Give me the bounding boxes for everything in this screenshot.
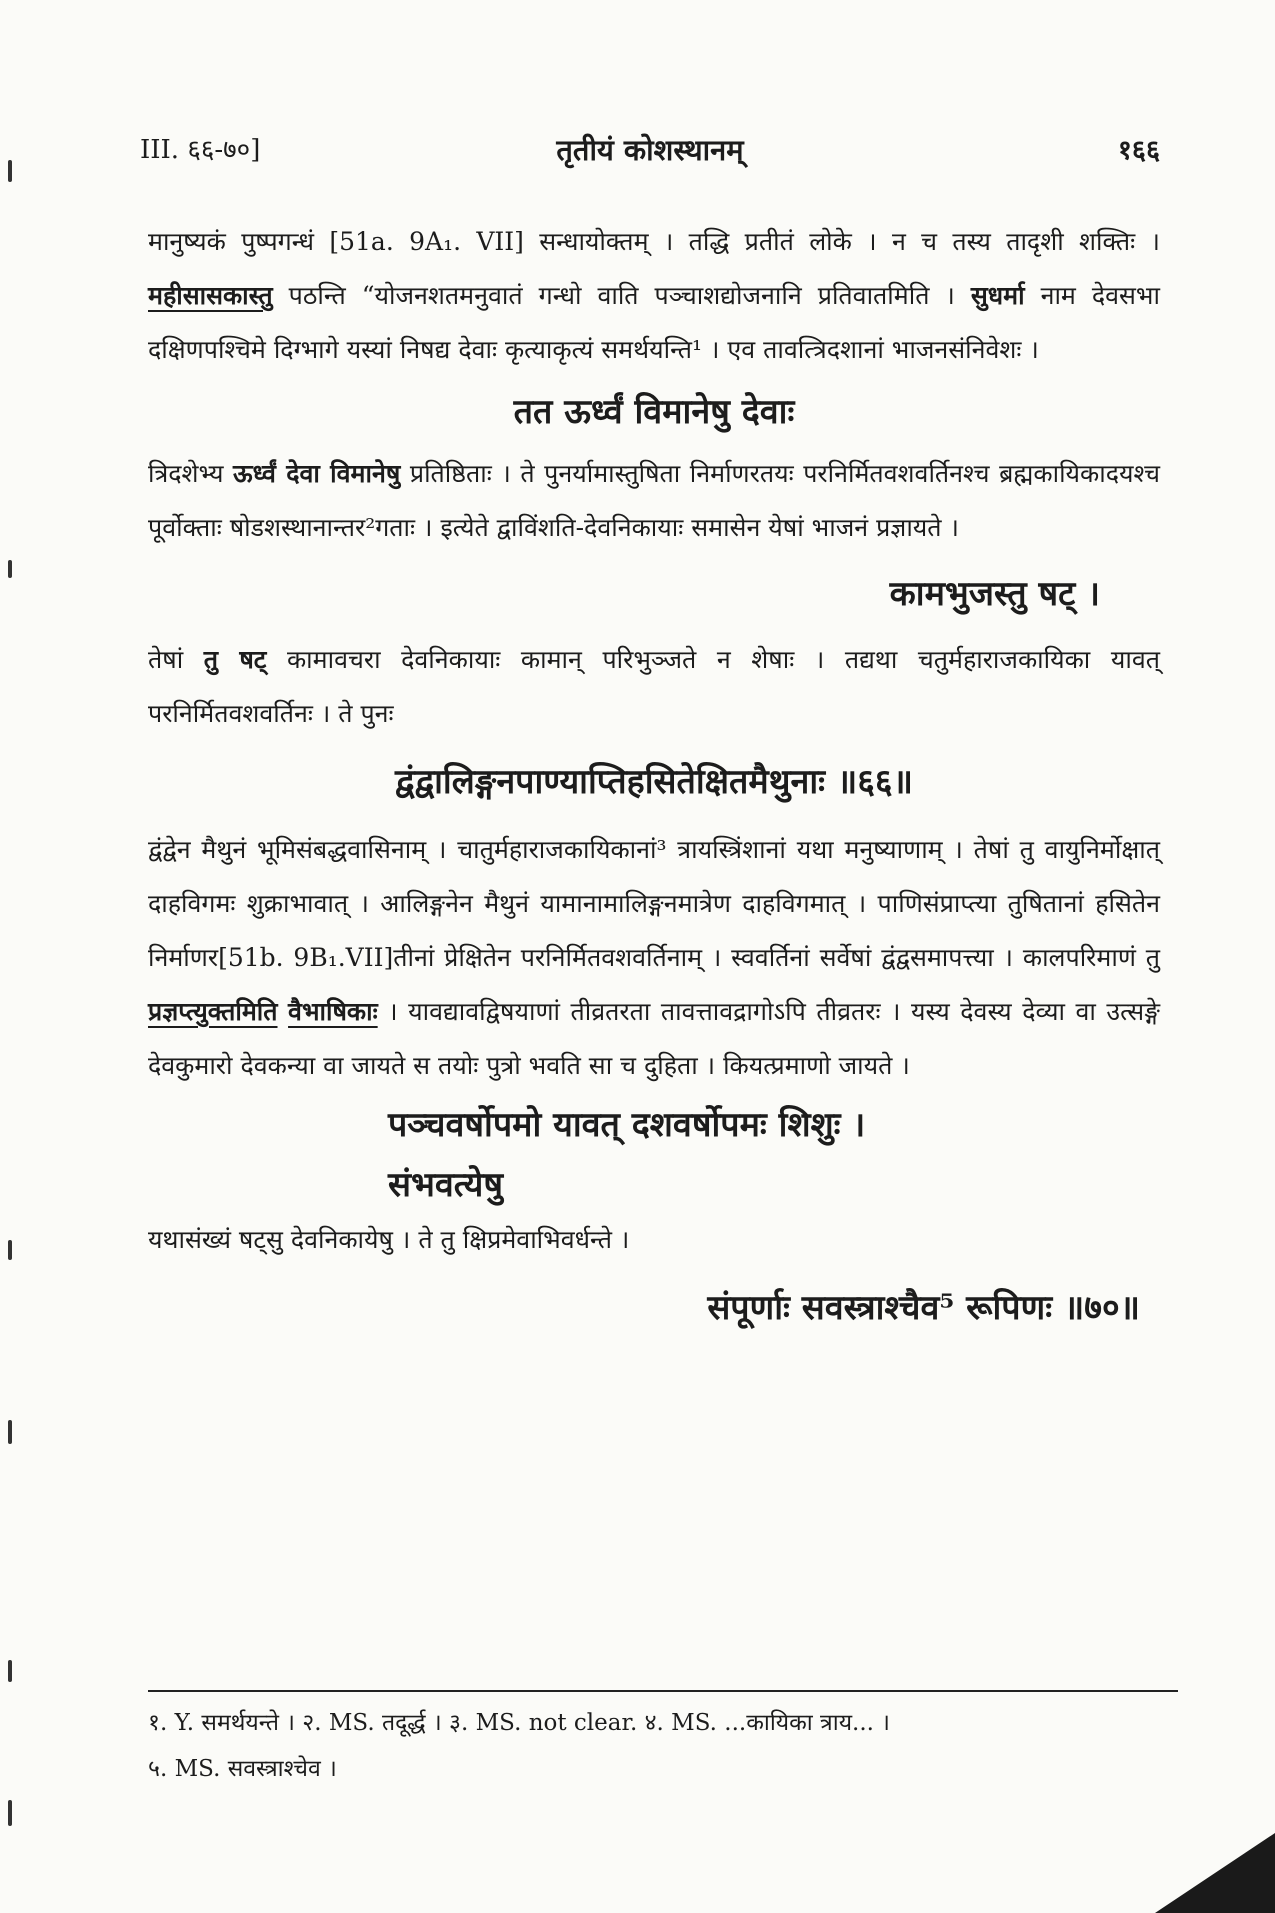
- main-text: [148, 215, 1160, 1349]
- emphasized-term: वैभाषिकाः: [288, 997, 378, 1026]
- scan-edge-mark: [8, 1800, 12, 1826]
- scan-edge-mark: [8, 1240, 12, 1260]
- verse-range: III. ६६-७०]: [140, 135, 261, 165]
- paragraph-3: तेषां तु षट् कामावचरा देवनिकायाः कामान् परिभुञ्जते न शेषाः । तद्यथा चतुर्महाराजकायिका यावत् परनिर्मितवशवर्तिनः । ते पुनः: [148, 645, 1160, 728]
- verse-heading: द्वंद्वालिङ्गनपाण्याप्तिहसितेक्षितमैथुनाः ॥६६॥: [395, 762, 913, 802]
- emphasized-term: महीसासकास्तु: [148, 281, 273, 310]
- verse-heading: संभवत्येषु: [388, 1165, 504, 1205]
- paragraph-1: मानुष्यकं पुष्पगन्धं [51a. 9A₁. VII] सन्धायोक्तम् । तद्धि प्रतीतं लोके । न च तस्य तादृशी शक्तिः । महीसासकास्तु पठन्ति “योजनशतमनुवातं गन्धो वाति पञ्चाशद्योजनानि प्रतिवातमिति । सुधर्मा नाम देवसभा दक्षिणपश्चिमे दिग्भागे यस्यां निषद्य देवाः कृत्याकृत्यं समर्थयन्ति¹ । एव तावत्त्रिदशानां भाजनसंनिवेशः ।: [148, 227, 1160, 364]
- verse-heading: संपूर्णाः सवस्त्राश्चैव⁵ रूपिणः ॥७०॥: [707, 1288, 1140, 1328]
- emphasized-term: प्रज्ञप्त्युक्तमिति: [148, 997, 278, 1026]
- emphasized-term: तु षट्: [203, 645, 267, 674]
- scan-edge-mark: [8, 1660, 12, 1682]
- footnote-line: ५. MS. सवस्त्राश्चेव ।: [148, 1756, 337, 1782]
- paragraph-5: यथासंख्यं षट्सु देवनिकायेषु । ते तु क्षिप्रमेवाभिवर्धन्ते ।: [148, 1225, 630, 1254]
- emphasized-term: सुधर्मा: [970, 281, 1025, 310]
- chapter-title: तृतीयं कोशस्थानम्: [556, 133, 744, 167]
- emphasized-term: ऊर्ध्वं देवा विमानेषु: [233, 459, 401, 488]
- verse-heading: पञ्चवर्षोपमो यावत् दशवर्षोपमः शिशुः ।: [388, 1105, 866, 1145]
- footnote-line: १. Y. समर्थयन्ते । २. MS. तदूर्द्ध । ३. MS. not clear. ४. MS. ...कायिका त्राय... ।: [148, 1710, 891, 1736]
- footnotes: [148, 1700, 1178, 1792]
- paragraph-2: त्रिदशेभ्य ऊर्ध्वं देवा विमानेषु प्रतिष्ठिताः । ते पुनर्यामास्तुषिता निर्माणरतयः परनिर्मितवशवर्तिनश्च ब्रह्मकायिकादयश्च पूर्वोक्ताः षोडशस्थानान्तर²गताः । इत्येते द्वाविंशति-देवनिकायाः समासेन येषां भाजनं प्रज्ञायते ।: [148, 459, 1160, 542]
- paragraph-4: द्वंद्वेन मैथुनं भूमिसंबद्धवासिनाम् । चातुर्महाराजकायिकानां³ त्रायस्त्रिंशानां यथा मनुष्याणाम् । तेषां तु वायुनिर्मोक्षात् दाहविगमः शुक्राभावात् । आलिङ्गनेन मैथुनं यामानामालिङ्गनमात्रेण दाहविगमात् । पाणिसंप्राप्त्या तुषितानां हसितेन निर्माणर[51b. 9B₁.VII]तीनां प्रेक्षितेन परनिर्मितवशवर्तिनाम् । स्ववर्तिनां सर्वेषां द्वंद्वसमापत्त्या । कालपरिमाणं तु प्रज्ञप्त्युक्तमिति वैभाषिकाः । यावद्यावद्विषयाणां तीव्रतरता तावत्तावद्रागोऽपि तीव्रतरः । यस्य देवस्य देव्या वा उत्सङ्गे देवकुमारो देवकन्या वा जायते स तयोः पुत्रो भवति सा च दुहिता । कियत्प्रमाणो जायते ।: [148, 835, 1160, 1080]
- footnote-divider: [148, 1690, 1178, 1692]
- scan-edge-mark: [8, 160, 12, 182]
- page-number: १६६: [1117, 135, 1160, 166]
- scan-edge-mark: [8, 1420, 12, 1444]
- verse-heading: कामभुजस्तु षट् ।: [889, 574, 1100, 614]
- scan-edge-mark: [8, 560, 12, 578]
- running-header: [140, 130, 1160, 180]
- verse-heading: तत ऊर्ध्वं विमानेषु देवाः: [513, 392, 795, 432]
- scan-corner-shadow: [1155, 1833, 1275, 1913]
